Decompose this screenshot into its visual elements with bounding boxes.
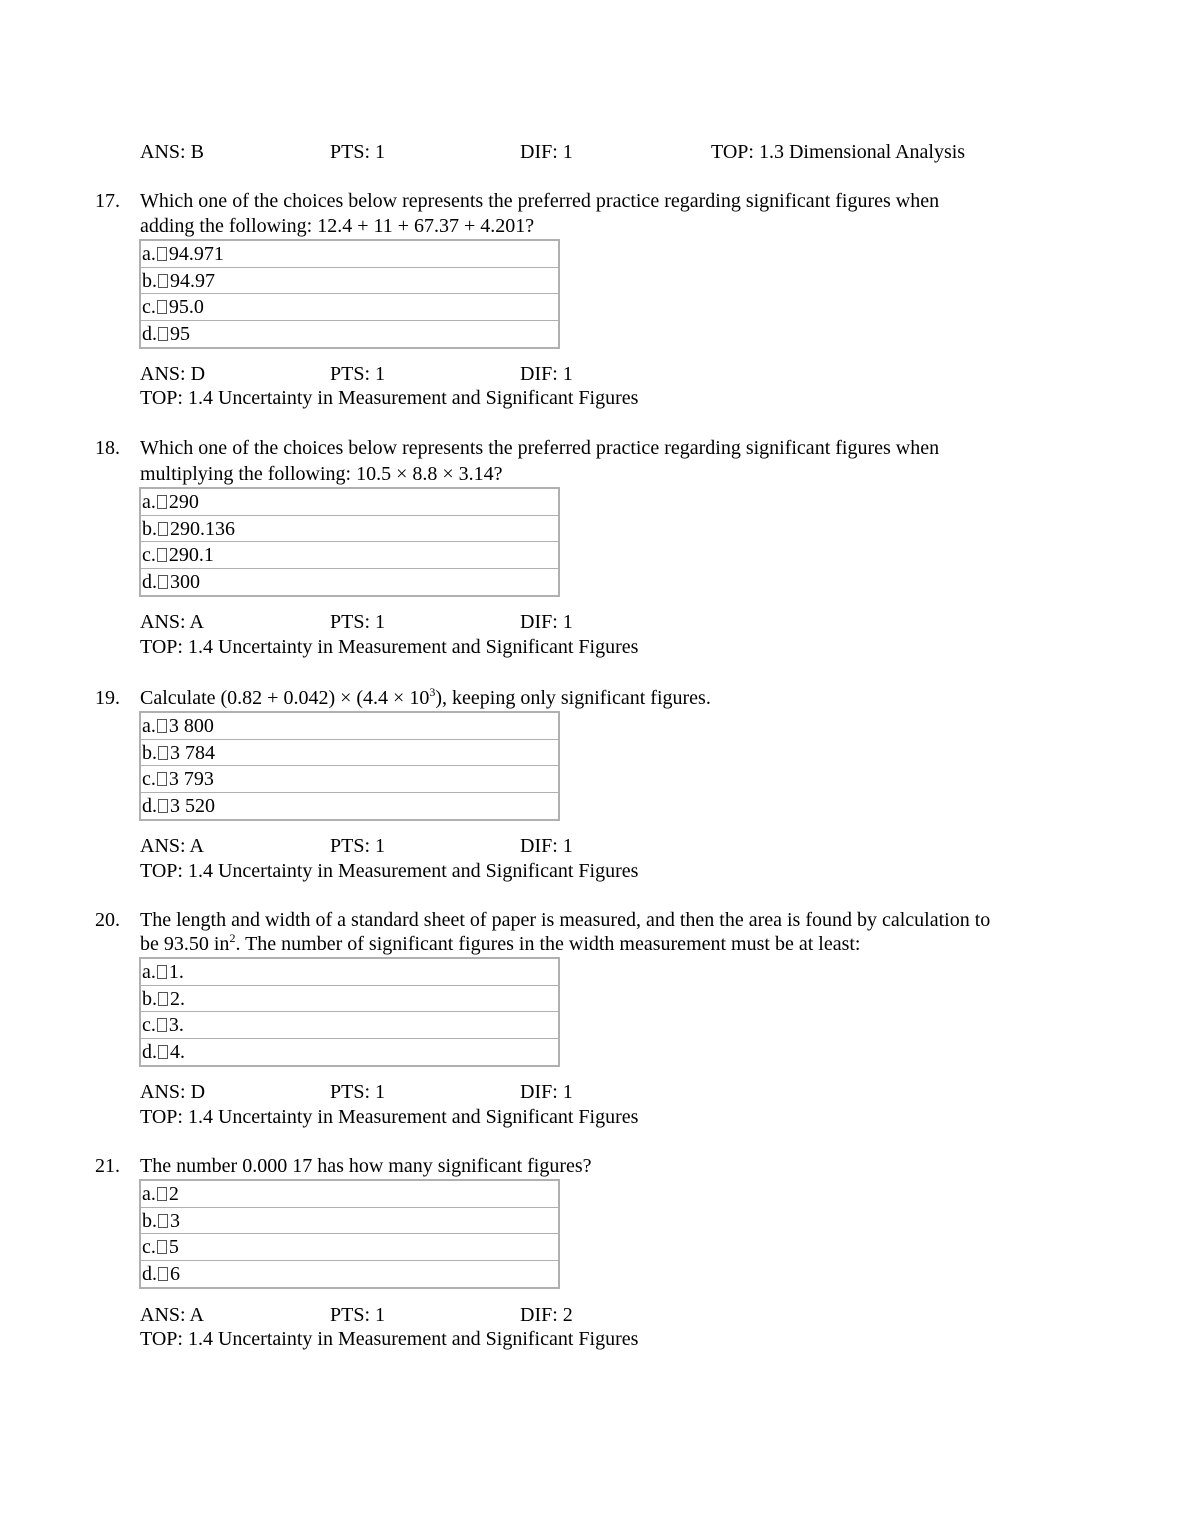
choice-letter: a. [142,715,156,737]
answer: ANS: D [140,363,206,385]
question-number: 18. [95,437,120,459]
choice-table [139,239,560,349]
checkbox-icon [157,548,167,562]
question-number: 21. [95,1155,120,1177]
choice-d[interactable] [141,1261,558,1288]
choice-value: 3 793 [168,768,214,790]
choice-b[interactable] [141,986,558,1013]
checkbox-icon [157,495,167,509]
choice-value: 94.97 [170,269,215,292]
choice-table [139,1179,560,1289]
difficulty: DIF: 1 [520,1081,573,1103]
question-text: Which one of the choices below represents the preferred practice regarding significant figures when [140,437,940,459]
difficulty: DIF: 2 [520,1304,573,1326]
choice-value: 95 [170,322,190,345]
choice-d[interactable] [141,1039,558,1066]
choice-a[interactable] [141,959,558,986]
choice-value: 3 520 [170,794,215,817]
answer: ANS: A [140,835,204,857]
checkbox-icon [157,772,167,786]
question-text: The number 0.000 17 has how many significant figures? [140,1155,592,1177]
points: PTS: 1 [330,1081,386,1103]
choice-letter: b. [142,987,157,1010]
choice-letter: a. [142,491,156,513]
topic: TOP: 1.4 Uncertainty in Measurement and Significant Figures [140,636,639,658]
checkbox-icon [158,1267,168,1281]
choice-letter: b. [142,1209,157,1232]
question-number: 20. [95,909,120,931]
choice-a[interactable] [141,1181,558,1208]
q16-points: PTS: 1 [330,141,386,163]
checkbox-icon [157,1187,167,1201]
choice-letter: c. [142,1236,156,1258]
question-number: 17. [95,190,120,212]
choice-value: 94.971 [168,243,224,265]
answer: ANS: A [140,611,204,633]
choice-table [139,711,560,821]
checkbox-icon [157,247,167,261]
checkbox-icon [157,1240,167,1254]
q16-difficulty: DIF: 1 [520,141,573,163]
choice-letter: a. [142,961,156,983]
choice-a[interactable] [141,713,558,740]
topic: TOP: 1.4 Uncertainty in Measurement and Significant Figures [140,860,639,882]
choice-value: 95.0 [168,296,204,318]
choice-c[interactable] [141,294,558,321]
question-text: The length and width of a standard sheet of paper is measured, and then the area is found by calculation to [140,909,991,931]
checkbox-icon [158,1214,168,1228]
choice-letter: c. [142,296,156,318]
choice-letter: c. [142,544,156,566]
choice-a[interactable] [141,241,558,268]
choice-letter: d. [142,1040,157,1063]
choice-c[interactable] [141,542,558,569]
choice-letter: b. [142,269,157,292]
choice-letter: d. [142,1262,157,1285]
checkbox-icon [158,1045,168,1059]
difficulty: DIF: 1 [520,611,573,633]
superscript: 2 [229,931,236,945]
choice-value: 3. [168,1014,184,1036]
question-text [140,686,711,710]
checkbox-icon [157,300,167,314]
question-text: Which one of the choices below represents the preferred practice regarding significant figures when [140,190,940,212]
choice-table [139,957,560,1067]
choice-c[interactable] [141,766,558,793]
checkbox-icon [157,719,167,733]
checkbox-icon [158,992,168,1006]
choice-d[interactable] [141,321,558,348]
choice-b[interactable] [141,740,558,767]
choice-value: 3 800 [168,715,214,737]
topic: TOP: 1.4 Uncertainty in Measurement and Significant Figures [140,387,639,409]
checkbox-icon [158,327,168,341]
question-text-part: Calculate (0.82 + 0.042) × (4.4 × 10 [140,687,430,709]
points: PTS: 1 [330,835,386,857]
question-number: 19. [95,687,120,709]
choice-value: 290.1 [168,544,214,566]
q16-topic: TOP: 1.3 Dimensional Analysis [711,141,966,163]
answer: ANS: D [140,1081,206,1103]
choice-letter: b. [142,741,157,764]
choice-letter: c. [142,768,156,790]
choice-d[interactable] [141,569,558,596]
choice-value: 2. [170,987,185,1010]
question-text-part: be 93.50 in [140,933,230,955]
checkbox-icon [158,274,168,288]
choice-letter: b. [142,517,157,540]
choice-value: 290.136 [170,517,235,540]
checkbox-icon [157,1018,167,1032]
choice-letter: a. [142,1183,156,1205]
choice-value: 3 [170,1209,180,1232]
choice-value: 2 [168,1183,179,1205]
choice-value: 6 [170,1262,180,1285]
checkbox-icon [158,575,168,589]
question-text-part: ), keeping only significant figures. [435,687,711,709]
choice-value: 1. [168,961,184,983]
choice-table [139,487,560,597]
points: PTS: 1 [330,1304,386,1326]
choice-b[interactable] [141,268,558,295]
choice-letter: a. [142,243,156,265]
choice-value: 290 [168,491,199,513]
difficulty: DIF: 1 [520,363,573,385]
checkbox-icon [157,965,167,979]
choice-letter: d. [142,322,157,345]
question-text: multiplying the following: 10.5 × 8.8 × 3.14? [140,463,503,485]
q16-answer: ANS: B [140,141,204,163]
choice-value: 5 [168,1236,179,1258]
answer: ANS: A [140,1304,204,1326]
question-text [140,932,860,956]
choice-c[interactable] [141,1234,558,1261]
checkbox-icon [158,746,168,760]
question-text-part: . The number of significant figures in the width measurement must be at least: [235,933,861,955]
choice-letter: d. [142,794,157,817]
checkbox-icon [158,522,168,536]
choice-letter: d. [142,570,157,593]
points: PTS: 1 [330,363,386,385]
choice-letter: c. [142,1014,156,1036]
checkbox-icon [158,799,168,813]
topic: TOP: 1.4 Uncertainty in Measurement and Significant Figures [140,1328,639,1350]
question-text: adding the following: 12.4 + 11 + 67.37 + 4.201? [140,215,535,237]
choice-a[interactable] [141,489,558,516]
topic: TOP: 1.4 Uncertainty in Measurement and Significant Figures [140,1106,639,1128]
choice-c[interactable] [141,1012,558,1039]
choice-b[interactable] [141,1208,558,1235]
superscript: 3 [429,685,436,699]
points: PTS: 1 [330,611,386,633]
choice-value: 4. [170,1040,185,1063]
choice-b[interactable] [141,516,558,543]
choice-d[interactable] [141,793,558,820]
choice-value: 300 [170,570,200,593]
difficulty: DIF: 1 [520,835,573,857]
choice-value: 3 784 [170,741,215,764]
